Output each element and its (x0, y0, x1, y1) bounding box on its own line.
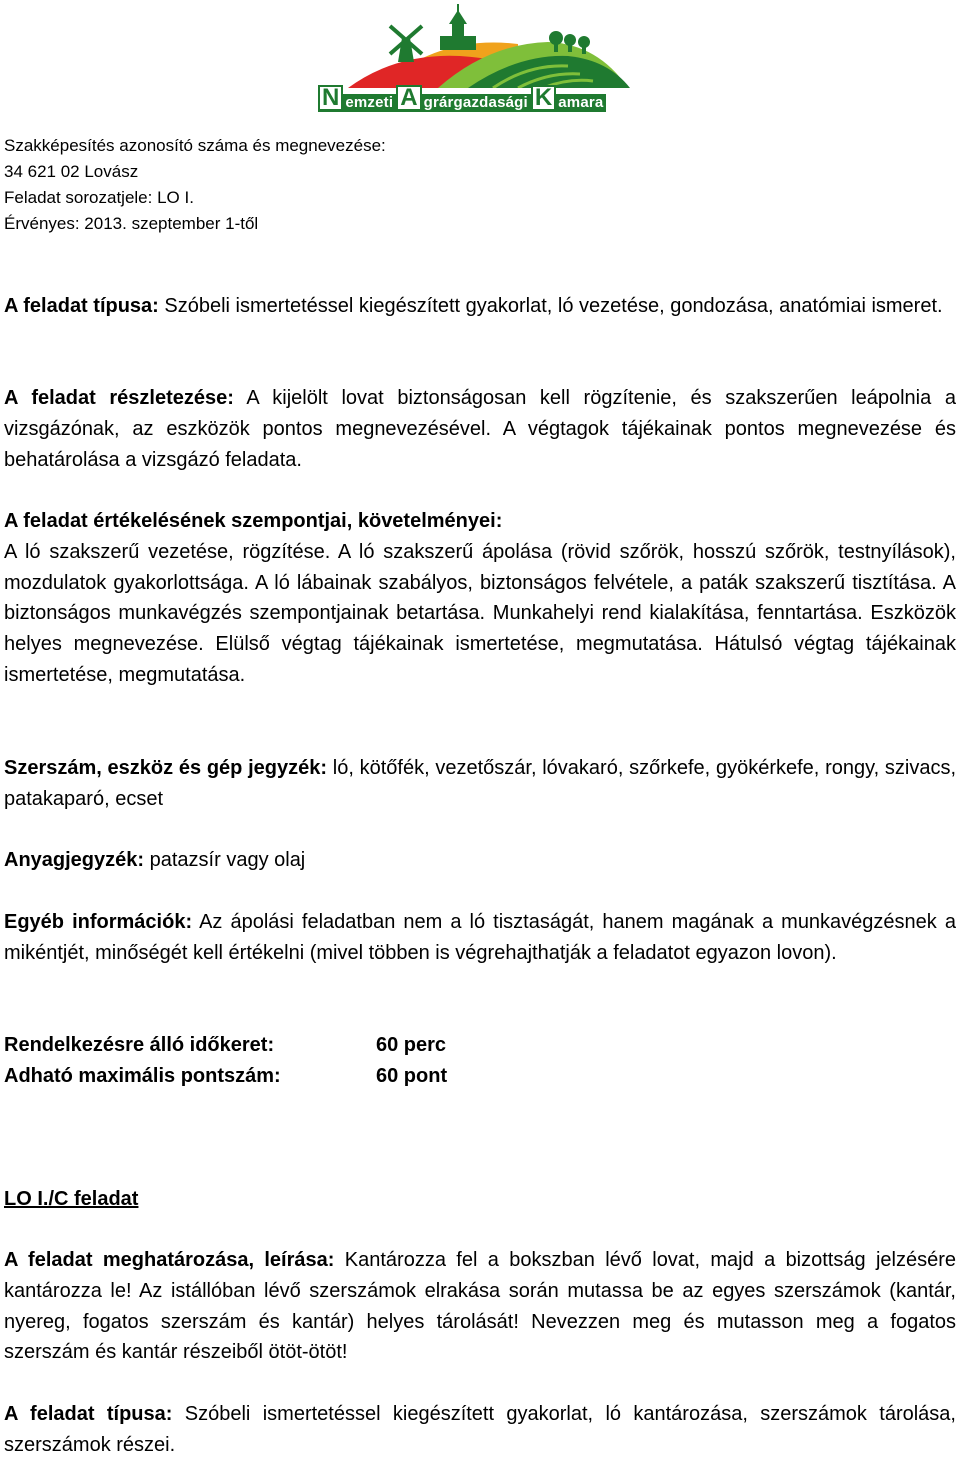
tools-paragraph (4, 753, 956, 815)
tools-text: ló, kötőfék, vezetőszár, lóvakaró, szőrkefe, gyökérkefe, rongy, szivacs, patakaparó, ecset (4, 757, 957, 810)
other-info-text: Az ápolási feladatban nem a ló tisztaságát, hanem magának a munkavégzésnek a mikéntjét, minőségét kell értékelni (mivel többen is végrehajthatják a feladatot egyazon lovon). (4, 911, 956, 964)
nak-logo (318, 4, 638, 110)
logo-letter-k: K (531, 85, 556, 112)
validity-date: Érvényes: 2013. szeptember 1-től (4, 214, 259, 233)
materials-label: Anyagjegyzék: (4, 849, 145, 871)
logo-letter-n: N (318, 85, 343, 112)
task-detail-text: A kijelölt lovat biztonságosan kell rögzítenie, és szakszerűen leápolnia a vizsgázónak, az eszközök pontos megnevezésével. (4, 387, 956, 440)
section-c-title: LO I./C feladat (4, 1188, 139, 1210)
windmill-church-hills-icon (318, 4, 638, 88)
materials-text: patazsír vagy olaj (144, 849, 306, 871)
points-label: Adható maximális pontszám: (4, 1065, 281, 1087)
logo-word-amara: amara (556, 94, 606, 112)
qualification-label: Szakképesítés azonosító száma és megnevezése: (4, 136, 386, 155)
task-detail-label: A feladat részletezése: (4, 387, 234, 409)
logo-word-emzeti: emzeti (343, 94, 396, 112)
points-value: 60 pont (376, 1065, 448, 1087)
task-type-text: Szóbeli ismertetéssel kiegészített gyakorlat, ló vezetése, gondozása, anatómiai ismeret. (158, 295, 943, 317)
qualification-code: 34 621 02 Lovász (4, 162, 139, 181)
evaluation-paragraph (4, 506, 956, 691)
evaluation-label: A feladat értékelésének szempontjai, követelményei: (4, 510, 503, 532)
task-type-paragraph (4, 291, 956, 322)
logo-letter-a: A (396, 85, 421, 112)
section-c-type-text: Szóbeli ismertetéssel kiegészített gyakorlat, ló kantározása, szerszámok tárolása, szerszámok részei. (4, 1403, 956, 1456)
section-c-definition (4, 1245, 956, 1368)
logo-word-grargazdasagi: grárgazdasági (422, 94, 531, 112)
logo-wordmark (318, 84, 638, 112)
evaluation-text: A ló szakszerű vezetése, rögzítése. A ló szakszerű ápolása (rövid szőrök, hosszú szőrök, testnyílások), mozdulatok gyakorlottsága. A ló lábainak szabályos, biztonságos felvétele, a paták szakszerű tisztítása. A biztonságos munkavégzés szempontjainak betartása. Munkahelyi rend kialakítása, fenntartása. Eszközök helyes megnevezése. Elülső végtag tájékainak ismertetése, megmutatása. Hátulsó végtag tájékainak ismertetése, megmutatása. (4, 540, 956, 686)
task-detail-text-2: A végtagok tájékainak pontos megnevezése és behatárolása a vizsgázó feladata. (4, 417, 956, 471)
points-row (4, 1061, 604, 1092)
time-value: 60 perc (376, 1034, 447, 1056)
section-c-definition-label: A feladat meghatározása, leírása: (4, 1249, 335, 1271)
materials-paragraph (4, 845, 956, 876)
section-c-type-label: A feladat típusa: (4, 1403, 173, 1425)
time-row (4, 1030, 604, 1061)
task-series: Feladat sorozatjele: LO I. (4, 188, 194, 207)
time-label: Rendelkezésre álló időkeret: (4, 1034, 275, 1056)
tools-label: Szerszám, eszköz és gép jegyzék: (4, 757, 328, 779)
section-c-title-wrap (4, 1184, 956, 1215)
section-c-definition-text: Kantározza fel a bokszban lévő lovat, majd a bizottság jelzésére kantározza le! Az istállóban lévő szerszámok elrakása során mutassa be az egyes szerszámok (kantár, nyereg, fogatos szerszám és kantár) helyes tárolását! Nevezzen meg és mutasson meg a fogatos szerszám és kantár részeiből ötöt-ötöt! (4, 1249, 956, 1364)
other-info-label: Egyéb információk: (4, 911, 193, 933)
task-type-label: A feladat típusa: (4, 295, 159, 317)
other-info-paragraph (4, 907, 956, 969)
document-header (4, 133, 604, 237)
section-c-type (4, 1399, 956, 1461)
task-detail-paragraph (4, 383, 956, 475)
